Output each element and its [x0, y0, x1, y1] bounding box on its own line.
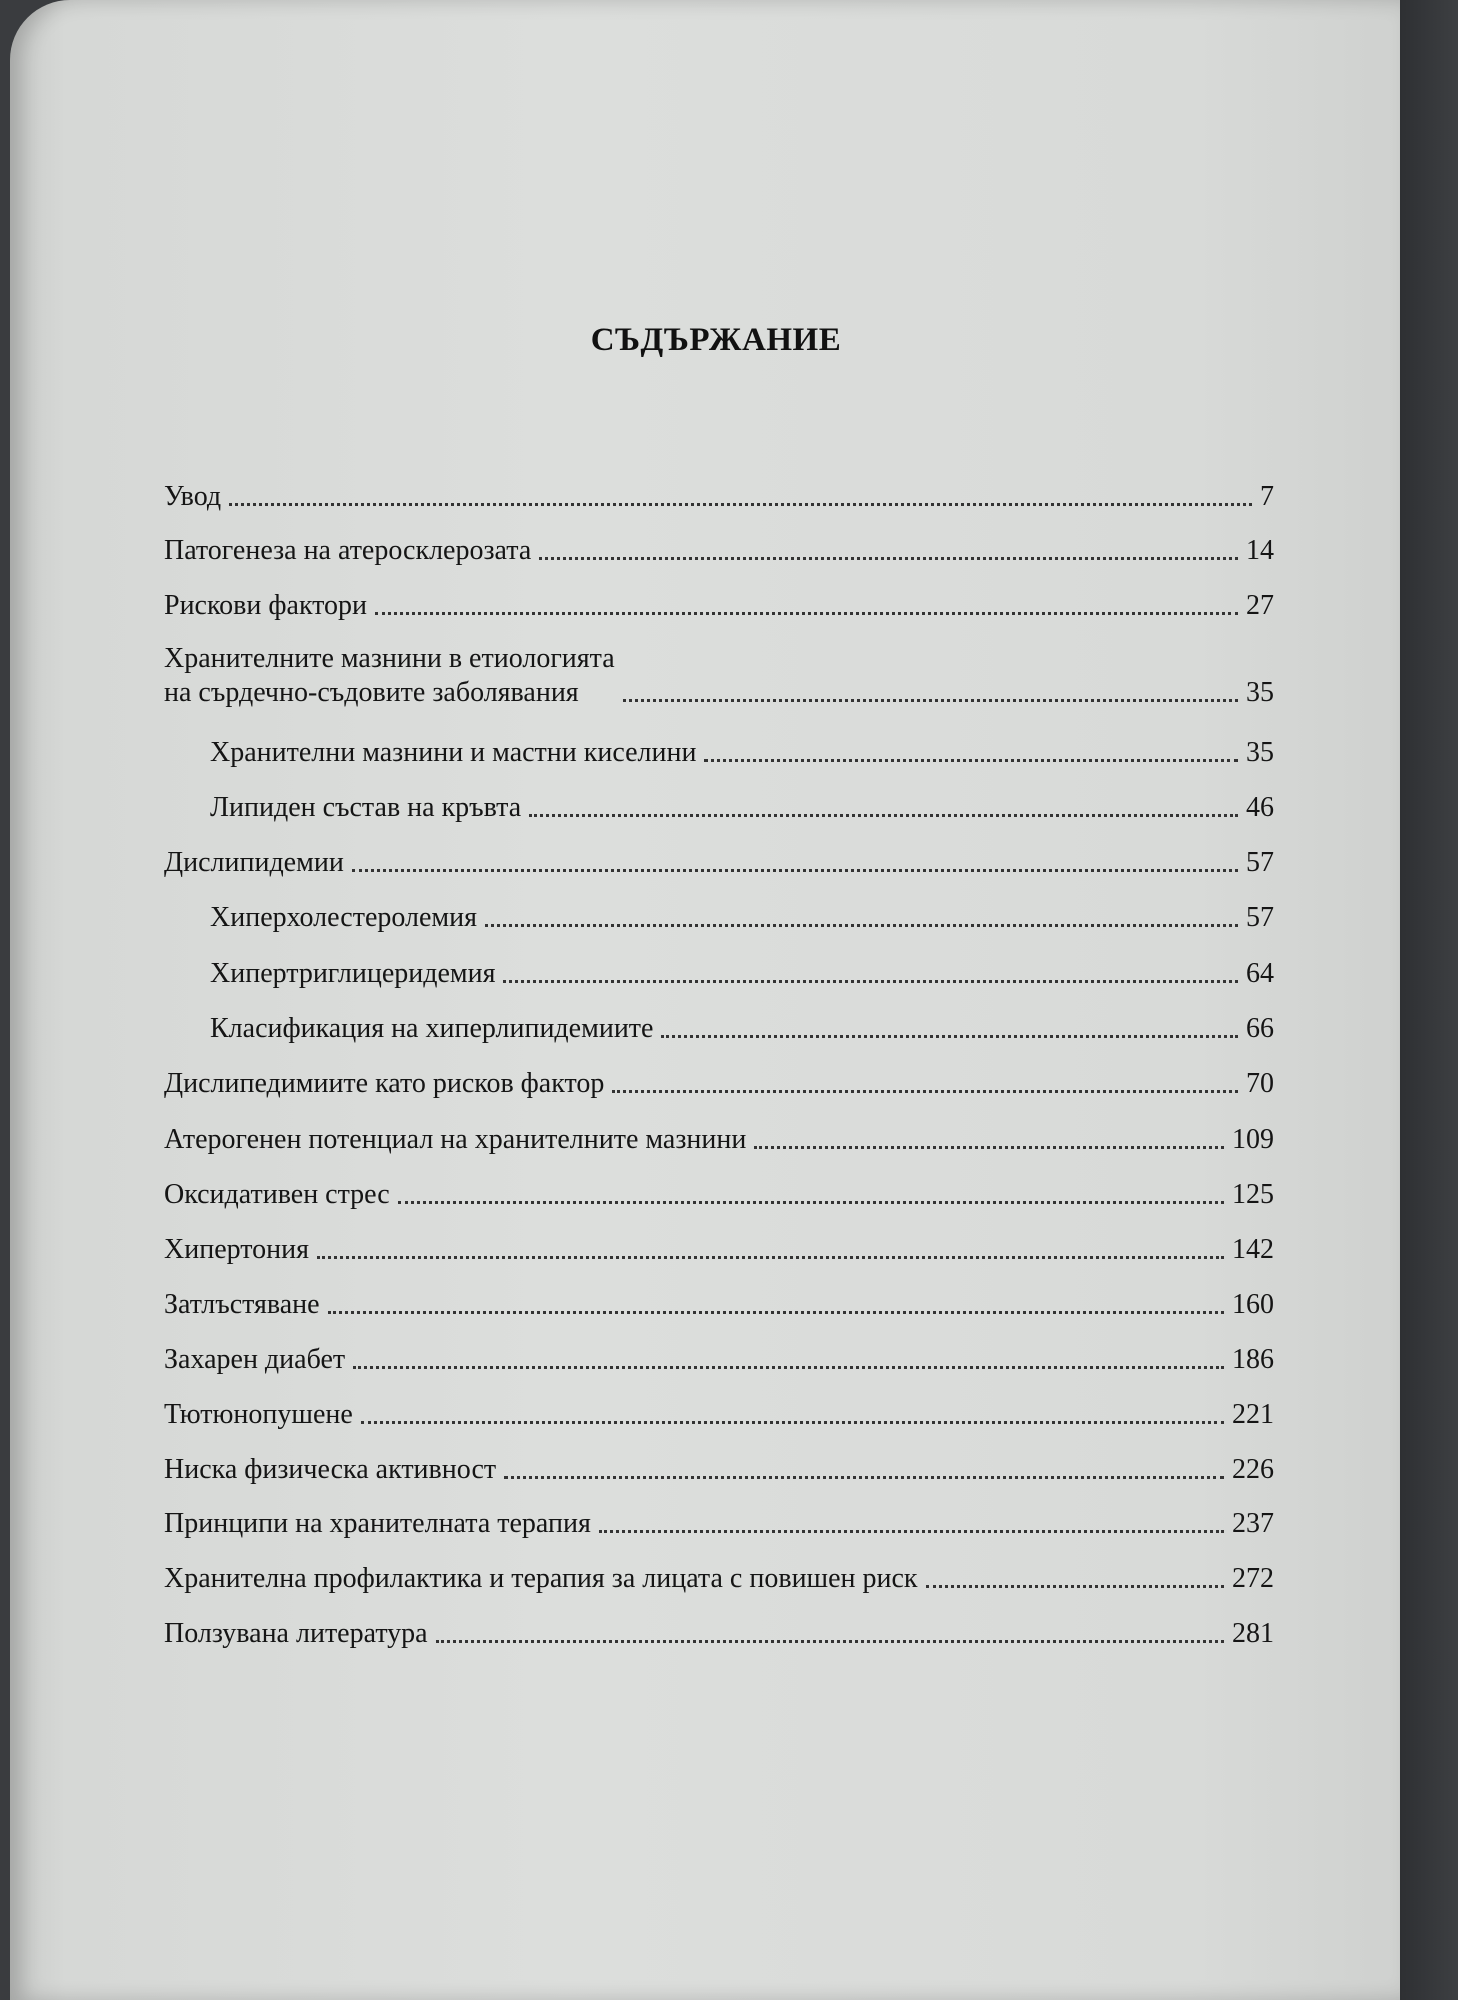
- toc-subentry: [210, 951, 1274, 991]
- toc-entry-label: Патогенеза на атеросклерозата: [164, 535, 532, 566]
- leader-dots: [504, 1476, 1224, 1479]
- toc-entry-label: на сърдечно-съдовите заболявания: [164, 677, 579, 708]
- leader-dots: [754, 1146, 1224, 1149]
- toc-entry-page: 237: [1232, 1508, 1274, 1539]
- toc-entry-page: 272: [1232, 1563, 1274, 1594]
- toc-entry: [164, 583, 1274, 623]
- leader-dots: [317, 1256, 1224, 1259]
- leader-dots: [612, 1090, 1238, 1093]
- leader-dots: [623, 699, 1238, 702]
- toc-subentry: [210, 895, 1274, 935]
- toc-entry-label: Ползувана литература: [164, 1618, 428, 1649]
- toc-entry-page: 64: [1246, 958, 1274, 989]
- toc-entry-page: 109: [1232, 1124, 1274, 1155]
- toc-entry-label: Рискови фактори: [164, 590, 368, 621]
- toc-entry: [164, 528, 1274, 568]
- toc-entry-page: 281: [1232, 1618, 1274, 1649]
- toc-entry-page: 57: [1246, 902, 1274, 933]
- toc-subentry: [210, 730, 1274, 770]
- toc-entry-page: 221: [1232, 1399, 1274, 1430]
- toc-entry-page: 160: [1232, 1289, 1274, 1320]
- toc-entry-label-block: [164, 642, 615, 710]
- leader-dots: [661, 1035, 1238, 1038]
- toc-entry-label: Захарен диабет: [164, 1344, 346, 1375]
- toc-entry: [164, 630, 1274, 710]
- toc-entry-label: Принципи на хранителната терапия: [164, 1508, 591, 1539]
- toc-entry-label: Хранителна профилактика и терапия за лицата с повишен риск: [164, 1563, 918, 1594]
- toc-entry-label: Хипертриглицеридемия: [210, 958, 496, 989]
- toc-entry-page: 46: [1246, 792, 1274, 823]
- toc-entry-label: Ниска физическа активност: [164, 1454, 497, 1485]
- toc-entry-label: Дислипедимиите като рисков фактор: [164, 1068, 605, 1099]
- toc-subentry: [210, 785, 1274, 825]
- leader-dots: [328, 1311, 1224, 1314]
- toc-entry-page: 57: [1246, 847, 1274, 878]
- leader-dots: [704, 759, 1238, 762]
- toc-entry: [164, 1337, 1274, 1377]
- toc-entry-page: 14: [1246, 535, 1274, 566]
- toc-entry-label: Затлъстяване: [164, 1289, 320, 1320]
- toc-entry-label: Атерогенен потенциал на хранителните мазнини: [164, 1124, 747, 1155]
- toc-entry: [164, 1172, 1274, 1212]
- toc-entry: [164, 1117, 1274, 1157]
- toc-entry-page: 35: [1246, 737, 1274, 768]
- toc-entry-page: 186: [1232, 1344, 1274, 1375]
- toc-entry: [164, 1447, 1274, 1487]
- toc-entry-label: Липиден състав на кръвта: [210, 792, 522, 823]
- toc-entry: [164, 474, 1274, 514]
- toc-entry-label: Увод: [164, 481, 222, 512]
- leader-dots: [352, 869, 1238, 872]
- toc-entry: [164, 1611, 1274, 1651]
- leader-dots: [485, 924, 1238, 927]
- toc-entry-page: 7: [1260, 481, 1274, 512]
- toc-entry: [164, 1556, 1274, 1596]
- toc-entry-page: 226: [1232, 1454, 1274, 1485]
- toc-entry-label: Хиперхолестеролемия: [210, 902, 477, 933]
- toc-entry-label: Дислипидемии: [164, 847, 344, 878]
- toc-entry-page: 142: [1232, 1234, 1274, 1265]
- leader-dots: [926, 1585, 1224, 1588]
- leader-dots: [375, 612, 1238, 615]
- leader-dots: [353, 1366, 1224, 1369]
- toc-entry-label: Тютюнопушене: [164, 1399, 353, 1430]
- toc-entry-label: Оксидативен стрес: [164, 1179, 390, 1210]
- toc-entry: [164, 1392, 1274, 1432]
- leader-dots: [229, 503, 1252, 506]
- leader-dots: [436, 1640, 1224, 1643]
- leader-dots: [361, 1421, 1224, 1424]
- toc-entry: [164, 840, 1274, 880]
- toc-entry-label: Класификация на хиперлипидемиите: [210, 1013, 654, 1044]
- toc-entry-label: Хранителни мазнини и мастни киселини: [210, 737, 697, 768]
- toc-entry-page: 66: [1246, 1013, 1274, 1044]
- toc-entry-page: 70: [1246, 1068, 1274, 1099]
- page-title: СЪДЪРЖАНИЕ: [590, 322, 842, 358]
- leader-dots: [398, 1201, 1224, 1204]
- toc-entry-label-line1: Хранителните мазнини в етиологията: [164, 643, 615, 674]
- toc-entry: [164, 1501, 1274, 1541]
- leader-dots: [503, 980, 1238, 983]
- toc-entry-page: 35: [1246, 677, 1274, 708]
- leader-dots: [599, 1530, 1224, 1533]
- toc-entry-page: 27: [1246, 590, 1274, 621]
- toc-entry: [164, 1227, 1274, 1267]
- leader-dots: [529, 814, 1238, 817]
- toc-entry-page: 125: [1232, 1179, 1274, 1210]
- toc-entry: [164, 1061, 1274, 1101]
- book-edge: [1400, 0, 1458, 2000]
- toc-subentry: [210, 1006, 1274, 1046]
- toc-entry-label: Хипертония: [164, 1234, 309, 1265]
- toc-entry: [164, 1282, 1274, 1322]
- book-page: [10, 0, 1400, 2000]
- leader-dots: [539, 557, 1238, 560]
